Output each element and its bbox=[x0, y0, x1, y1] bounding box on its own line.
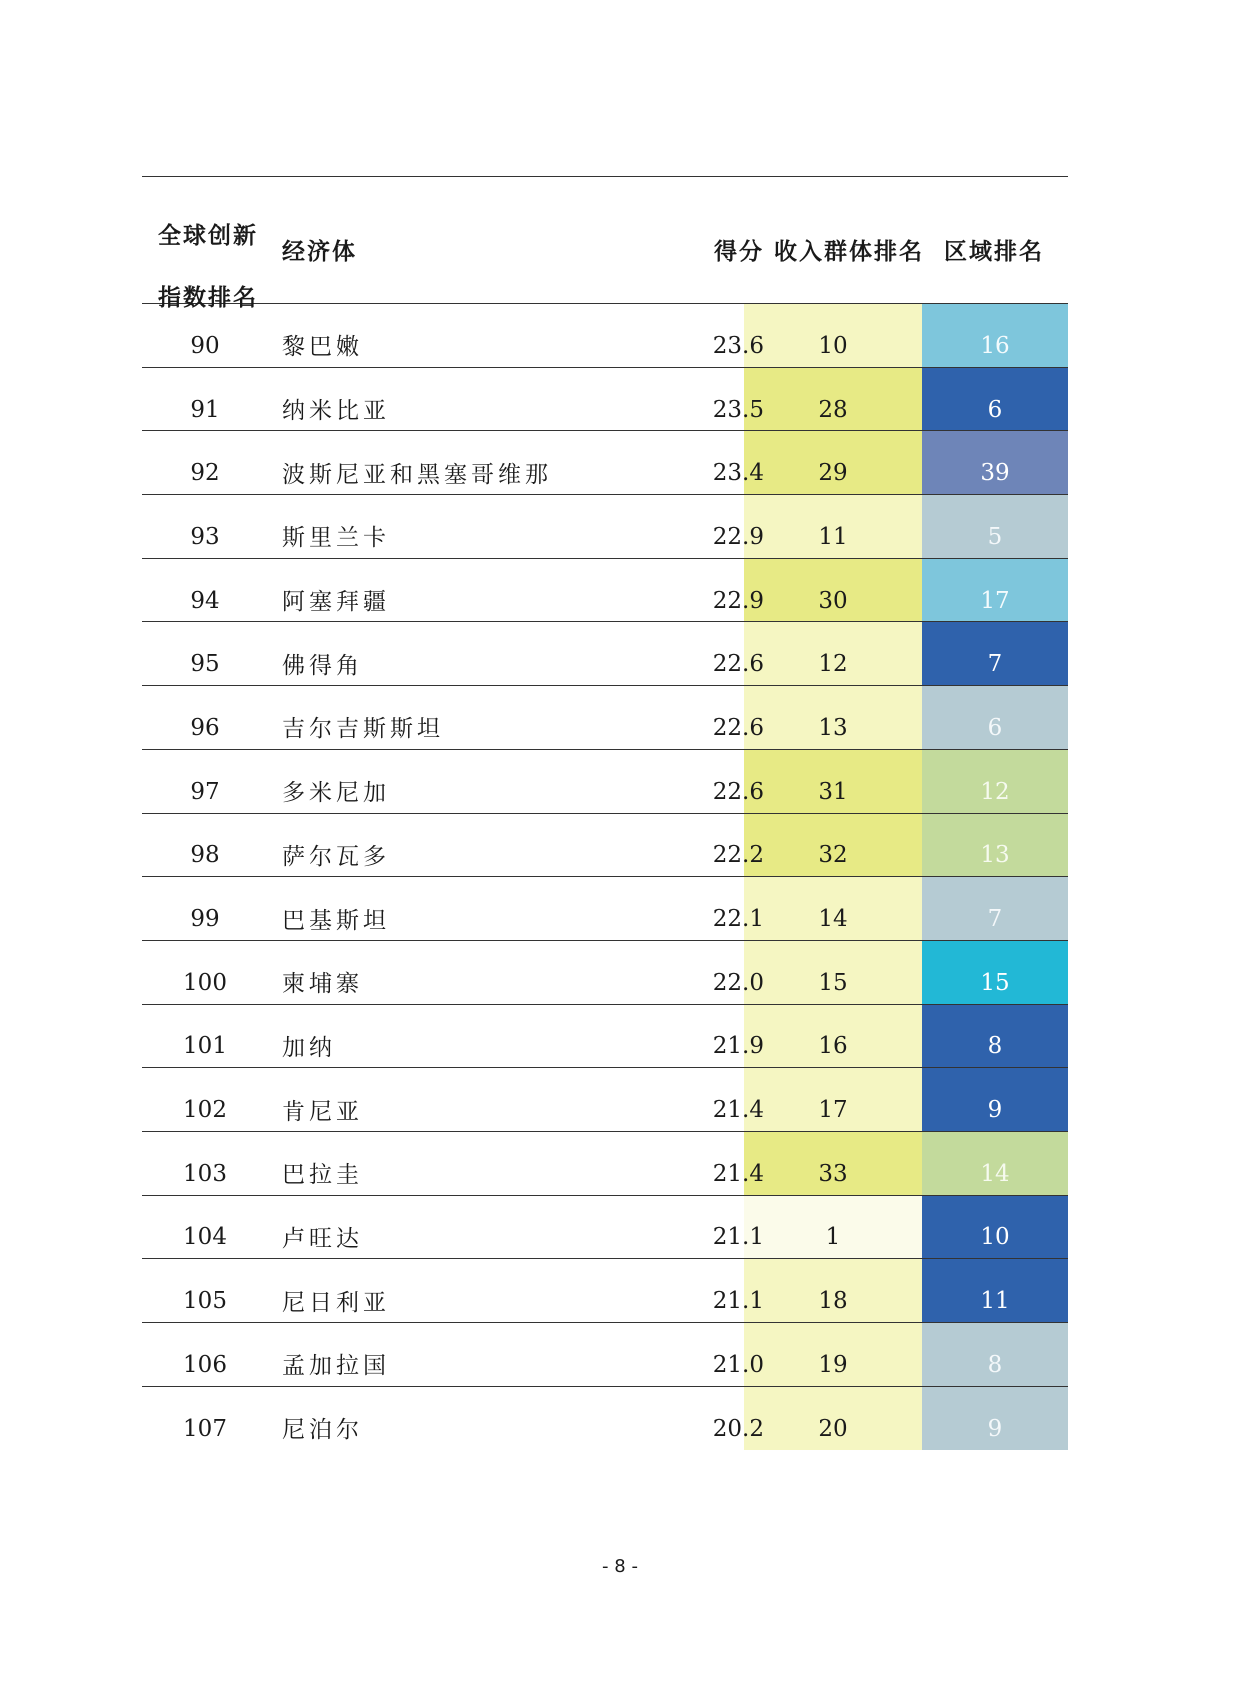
income-group-rank-cell: 31 bbox=[744, 750, 922, 814]
table-row bbox=[142, 1387, 1068, 1451]
region-rank-cell: 14 bbox=[922, 1132, 1068, 1196]
table-row bbox=[142, 431, 1068, 495]
score-cell: 21.9 bbox=[712, 1033, 764, 1060]
economy-cell: 孟加拉国 bbox=[282, 1353, 390, 1380]
gii-rank-cell: 103 bbox=[183, 1160, 227, 1187]
header-region-rank: 区域排名 bbox=[944, 239, 1044, 265]
gii-rank-cell: 102 bbox=[183, 1097, 227, 1124]
gii-rank-cell: 93 bbox=[190, 523, 220, 550]
gii-ranking-table bbox=[142, 176, 1068, 1450]
economy-cell: 肯尼亚 bbox=[282, 1098, 363, 1125]
table-body bbox=[142, 304, 1068, 1450]
score-cell: 23.4 bbox=[712, 460, 764, 487]
table-row bbox=[142, 941, 1068, 1005]
table-row bbox=[142, 1068, 1068, 1132]
income-group-rank-cell: 32 bbox=[744, 814, 922, 878]
region-rank-cell: 9 bbox=[922, 1068, 1068, 1132]
gii-rank-cell: 92 bbox=[190, 460, 220, 487]
gii-rank-cell: 99 bbox=[190, 906, 220, 933]
income-group-rank-cell: 15 bbox=[744, 941, 922, 1005]
gii-rank-cell: 100 bbox=[183, 969, 227, 996]
score-cell: 22.9 bbox=[712, 587, 764, 614]
score-cell: 21.4 bbox=[712, 1160, 764, 1187]
region-rank-cell: 7 bbox=[922, 877, 1068, 941]
economy-cell: 巴拉圭 bbox=[282, 1162, 363, 1189]
table-header bbox=[142, 177, 1068, 311]
economy-cell: 柬埔寨 bbox=[282, 971, 363, 998]
table-row bbox=[142, 1132, 1068, 1196]
economy-cell: 巴基斯坦 bbox=[282, 907, 390, 934]
gii-rank-cell: 107 bbox=[183, 1415, 227, 1442]
score-cell: 22.2 bbox=[712, 842, 764, 869]
table-row bbox=[142, 304, 1068, 368]
income-group-rank-cell: 28 bbox=[744, 368, 922, 432]
region-rank-cell: 10 bbox=[922, 1196, 1068, 1260]
region-rank-cell: 13 bbox=[922, 814, 1068, 878]
table-row bbox=[142, 622, 1068, 686]
header-economy: 经济体 bbox=[282, 239, 357, 265]
score-cell: 22.6 bbox=[712, 714, 764, 741]
header-gii-rank-line1: 全球创新 bbox=[158, 223, 258, 249]
economy-cell: 纳米比亚 bbox=[282, 398, 390, 425]
gii-rank-cell: 106 bbox=[183, 1351, 227, 1378]
score-cell: 21.1 bbox=[712, 1288, 764, 1315]
region-rank-cell: 12 bbox=[922, 750, 1068, 814]
table-row bbox=[142, 559, 1068, 623]
income-group-rank-cell: 13 bbox=[744, 686, 922, 750]
region-rank-cell: 7 bbox=[922, 622, 1068, 686]
economy-cell: 尼日利亚 bbox=[282, 1289, 390, 1316]
table-row bbox=[142, 750, 1068, 814]
gii-rank-cell: 97 bbox=[190, 778, 220, 805]
gii-rank-cell: 90 bbox=[190, 332, 220, 359]
economy-cell: 阿塞拜疆 bbox=[282, 589, 390, 616]
table-row bbox=[142, 495, 1068, 559]
score-cell: 21.4 bbox=[712, 1097, 764, 1124]
score-cell: 22.1 bbox=[712, 906, 764, 933]
table-row bbox=[142, 1259, 1068, 1323]
income-group-rank-cell: 18 bbox=[744, 1259, 922, 1323]
score-cell: 20.2 bbox=[712, 1415, 764, 1442]
gii-rank-cell: 95 bbox=[190, 651, 220, 678]
economy-cell: 波斯尼亚和黑塞哥维那 bbox=[282, 461, 552, 488]
income-group-rank-cell: 17 bbox=[744, 1068, 922, 1132]
region-rank-cell: 17 bbox=[922, 559, 1068, 623]
score-cell: 23.6 bbox=[712, 332, 764, 359]
economy-cell: 萨尔瓦多 bbox=[282, 843, 390, 870]
income-group-rank-cell: 29 bbox=[744, 431, 922, 495]
score-cell: 22.6 bbox=[712, 778, 764, 805]
score-cell: 23.5 bbox=[712, 396, 764, 423]
table-row bbox=[142, 1005, 1068, 1069]
income-group-rank-cell: 12 bbox=[744, 622, 922, 686]
gii-rank-cell: 104 bbox=[183, 1224, 227, 1251]
score-cell: 22.6 bbox=[712, 651, 764, 678]
region-rank-cell: 11 bbox=[922, 1259, 1068, 1323]
income-group-rank-cell: 20 bbox=[744, 1387, 922, 1451]
income-group-rank-cell: 30 bbox=[744, 559, 922, 623]
income-group-rank-cell: 10 bbox=[744, 304, 922, 368]
economy-cell: 多米尼加 bbox=[282, 780, 390, 807]
economy-cell: 黎巴嫩 bbox=[282, 334, 363, 361]
gii-rank-cell: 94 bbox=[190, 587, 220, 614]
page-number: - 8 - bbox=[602, 1556, 638, 1577]
gii-rank-cell: 96 bbox=[190, 714, 220, 741]
header-gii-rank-line2: 指数排名 bbox=[158, 285, 258, 311]
economy-cell: 加纳 bbox=[282, 1034, 336, 1061]
region-rank-cell: 8 bbox=[922, 1005, 1068, 1069]
region-rank-cell: 39 bbox=[922, 431, 1068, 495]
region-rank-cell: 5 bbox=[922, 495, 1068, 559]
table-row bbox=[142, 877, 1068, 941]
table-row bbox=[142, 814, 1068, 878]
score-cell: 21.0 bbox=[712, 1351, 764, 1378]
header-score: 得分 bbox=[714, 239, 764, 265]
score-cell: 22.9 bbox=[712, 523, 764, 550]
region-rank-cell: 8 bbox=[922, 1323, 1068, 1387]
income-group-rank-cell: 16 bbox=[744, 1005, 922, 1069]
table-row bbox=[142, 368, 1068, 432]
region-rank-cell: 15 bbox=[922, 941, 1068, 1005]
region-rank-cell: 6 bbox=[922, 686, 1068, 750]
region-rank-cell: 16 bbox=[922, 304, 1068, 368]
header-income-group-rank: 收入群体排名 bbox=[774, 239, 924, 265]
table-row bbox=[142, 1323, 1068, 1387]
score-cell: 21.1 bbox=[712, 1224, 764, 1251]
income-group-rank-cell: 14 bbox=[744, 877, 922, 941]
income-group-rank-cell: 11 bbox=[744, 495, 922, 559]
gii-rank-cell: 105 bbox=[183, 1288, 227, 1315]
economy-cell: 卢旺达 bbox=[282, 1225, 363, 1252]
region-rank-cell: 6 bbox=[922, 368, 1068, 432]
gii-rank-cell: 98 bbox=[190, 842, 220, 869]
gii-rank-cell: 91 bbox=[190, 396, 220, 423]
income-group-rank-cell: 33 bbox=[744, 1132, 922, 1196]
economy-cell: 斯里兰卡 bbox=[282, 525, 390, 552]
table-row bbox=[142, 1196, 1068, 1260]
table-row bbox=[142, 686, 1068, 750]
economy-cell: 尼泊尔 bbox=[282, 1417, 363, 1444]
gii-rank-cell: 101 bbox=[183, 1033, 227, 1060]
economy-cell: 吉尔吉斯斯坦 bbox=[282, 716, 444, 743]
economy-cell: 佛得角 bbox=[282, 652, 363, 679]
income-group-rank-cell: 1 bbox=[744, 1196, 922, 1260]
region-rank-cell: 9 bbox=[922, 1387, 1068, 1451]
income-group-rank-cell: 19 bbox=[744, 1323, 922, 1387]
score-cell: 22.0 bbox=[712, 969, 764, 996]
